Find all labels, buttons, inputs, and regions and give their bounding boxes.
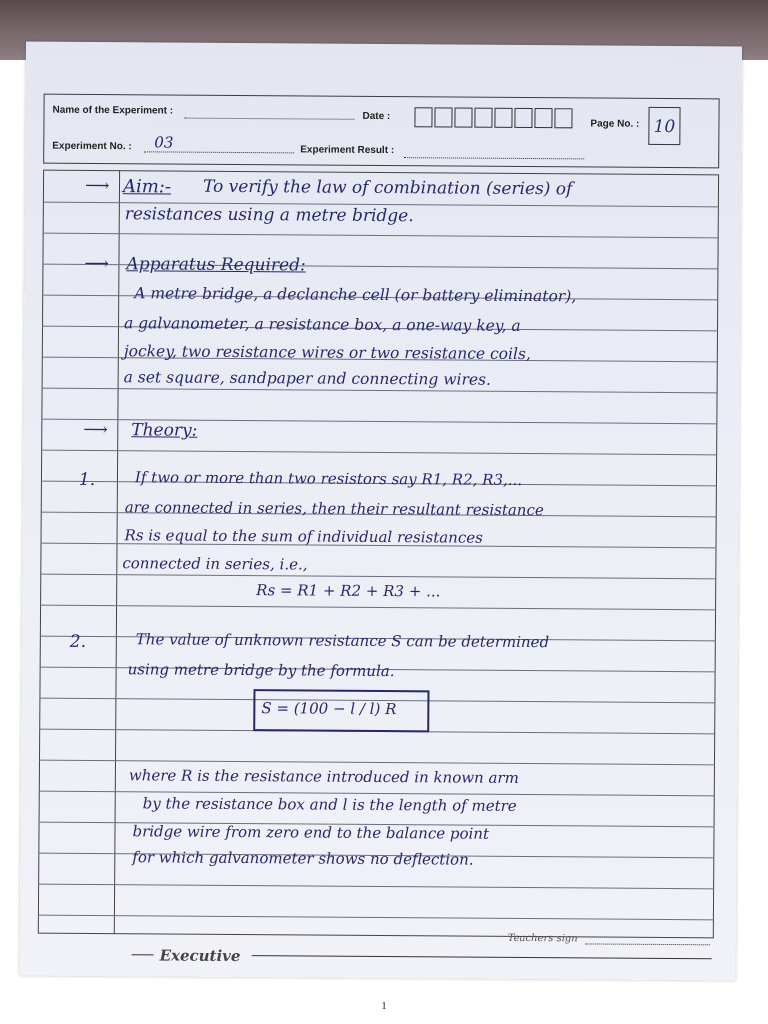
experiment-name-line	[184, 118, 354, 120]
item-2-line-1: The value of unknown resistance S can be determined	[135, 630, 550, 652]
where-line-3: bridge wire from zero end to the balance point	[132, 822, 490, 843]
aim-line-2: resistances using a metre bridge.	[124, 204, 414, 227]
apparatus-line-1: A metre bridge, a declanche cell (or battery eliminator),	[134, 284, 577, 306]
experiment-name-label: Name of the Experiment :	[52, 104, 174, 117]
aim-line-1: To verify the law of combination (series) of	[202, 176, 573, 200]
item-2-number: 2.	[69, 631, 87, 652]
page-no-label: Page No. :	[590, 118, 640, 130]
where-line-1: where R is the resistance introduced in known arm	[128, 766, 519, 787]
where-line-4: for which galvanometer shows no deflection.	[132, 848, 474, 869]
apparatus-heading: Apparatus Required:	[126, 254, 306, 276]
item-1-formula: Rs = R1 + R2 + R3 + ...	[256, 581, 441, 601]
apparatus-line-4: a set square, sandpaper and connecting wires.	[123, 368, 492, 389]
experiment-header	[43, 94, 719, 169]
aim-arrow-icon: ⟶	[84, 175, 110, 197]
theory-heading: Theory:	[131, 420, 198, 441]
item-1-line-4: connected in series, i.e.,	[122, 554, 308, 574]
apparatus-line-2: a galvanometer, a resistance box, a one-way key, a	[123, 314, 521, 335]
aim-heading: Aim:-	[122, 176, 172, 198]
teachers-sign-label: Teachers sign	[507, 932, 578, 945]
date-label: Date :	[362, 110, 391, 123]
apparatus-line-3: jockey, two resistance wires or two resistance coils,	[123, 342, 531, 364]
experiment-no-value: 03	[154, 133, 174, 152]
item-1-number: 1.	[78, 469, 96, 490]
page-number: 1	[381, 1000, 387, 1012]
apparatus-arrow-icon: ⟶	[84, 253, 109, 275]
teachers-sign-line	[586, 943, 710, 945]
notebook-page	[19, 42, 742, 981]
item-1-line-2: are connected in series, then their resultant resistance	[124, 498, 544, 520]
page-no-value: 10	[648, 107, 680, 145]
theory-arrow-icon: ⟶	[83, 419, 108, 441]
item-1-line-3: Rs is equal to the sum of individual resistances	[124, 526, 483, 547]
where-line-2: by the resistance box and l is the length of metre	[142, 794, 517, 815]
item-2-formula: S = (100 − l / l) R	[261, 699, 397, 719]
experiment-result-line	[404, 157, 584, 159]
experiment-no-label: Experiment No. :	[52, 140, 132, 153]
experiment-no-line	[144, 151, 294, 153]
item-1-line-1: If two or more than two resistors say R1, R2, R3,...	[134, 468, 523, 489]
experiment-result-label: Experiment Result :	[300, 144, 395, 157]
item-2-line-2: using metre bridge by the formula.	[127, 660, 395, 681]
brand-logo: Executive	[159, 946, 241, 966]
date-boxes	[414, 107, 574, 128]
